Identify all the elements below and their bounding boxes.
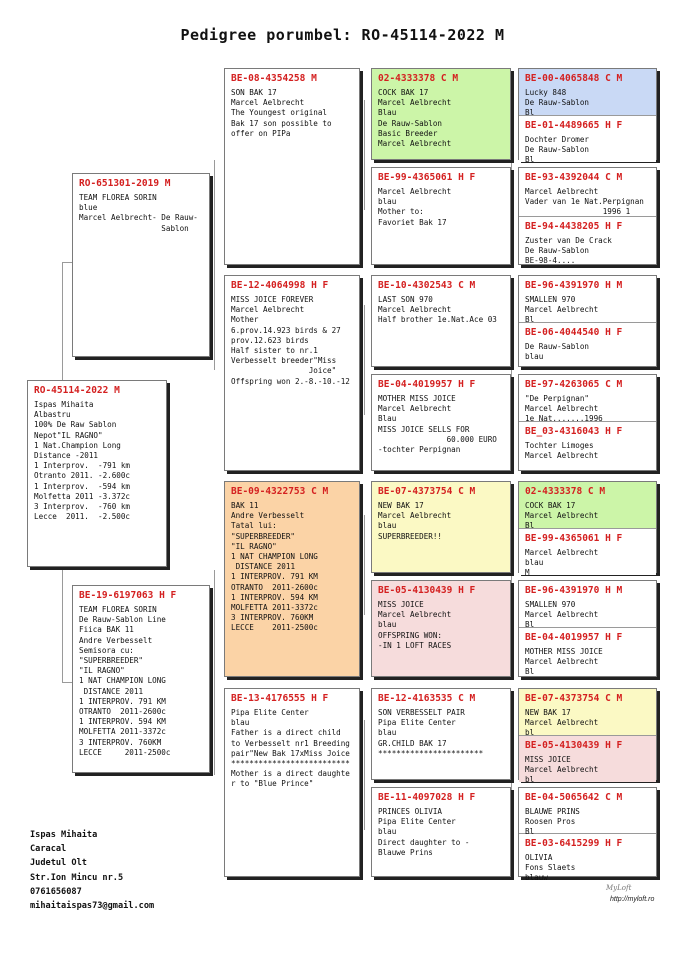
subject-info: Ispas Mihaita Albastru 100% De Raw Sablon Nepot"IL RAGNO" 1 Nat.Champion Long Distance -2011 1 Interprov. -791 km Otranto 2011. -2.600c 1 Interprov. -594 km Molfetta 2011 -3.372c 3 Interprov. -760 km Lecce 2011. -2.500c xyxy=(34,400,131,522)
bird-info: NEW BAK 17 Marcel Aelbrecht blau SUPERBREEDER!! xyxy=(378,501,452,541)
dam-info: TEAM FLOREA SORIN De Rauw-Sablon Line Fiica BAK 11 Andre Verbesselt Semisora cu: "SUPERBREEDER" "IL RAGNO" 1 NAT CHAMPION LONG DISTANCE 2011 1 INTERPROV. 791 KM OTRANTO 2011-2600c 1 INTERPROV. 594 KM MOLFETTA 2011-3372c 3 INTERPROV. 760KM LECCE 2011-2500c xyxy=(79,605,171,757)
ancestor-pair-card xyxy=(518,787,657,883)
owner-street: Str.Ion Mincu nr.5 xyxy=(30,872,124,883)
ancestor-pair-card xyxy=(518,68,657,165)
bird-info: Zuster van De Crack De Rauw-Sablon BE-98-4.... xyxy=(525,236,612,266)
grandparent-card xyxy=(224,481,360,677)
subject-ring: RO-45114-2022 M xyxy=(34,385,120,396)
ring-number: BE-03-6415299 H F xyxy=(525,838,623,849)
bird-info: "De Perpignan" Marcel Aelbrecht 1e Nat.......1996 xyxy=(525,394,603,424)
connector xyxy=(62,262,72,263)
bird-info: SON BAK 17 Marcel Aelbrecht The Youngest original Bak 17 son possible to offer on PIPa xyxy=(231,88,332,138)
dam-ring: BE-19-6197063 H F xyxy=(79,590,177,601)
bird-info: Pipa Elite Center blau Father is a direct child to Verbesselt nr1 Breeding pair"New Bak 17xMiss Joice ************************** Mother is a direct daughte r to "Blue Prince" xyxy=(231,708,350,789)
ring-number: BE-94-4438205 H F xyxy=(525,221,623,232)
owner-email: mihaitaispas73@gmail.com xyxy=(30,901,155,912)
connector xyxy=(214,570,215,775)
bird-info: BAK 11 Andre Verbesselt Tatal lui: "SUPERBREEDER" "IL RAGNO" 1 NAT CHAMPION LONG DISTANCE 2011 1 INTERPROV. 791 KM OTRANTO 2011-2600c 1 INTERPROV. 594 KM MOLFETTA 2011-3372c 3 INTERPROV. 760KM LECCE 2011-2500c xyxy=(231,501,318,633)
dam-card xyxy=(72,585,210,773)
bird-info: COCK BAK 17 Marcel Aelbrecht Blau De Rauw-Sablon Basic Breeder Marcel Aelbrecht xyxy=(378,88,452,149)
great-grandparent-card xyxy=(371,787,511,877)
owner-city: Caracal xyxy=(30,844,67,855)
bird-info: OLIVIA Fons Slaets blauw xyxy=(525,853,576,883)
owner-name: Ispas Mihaita xyxy=(30,830,98,840)
bird-info: SMALLEN 970 Marcel Aelbrecht Bl xyxy=(525,600,599,630)
connector xyxy=(511,700,512,850)
ring-number: BE-01-4489665 H F xyxy=(525,120,623,131)
ring-number: BE-97-4263065 C M xyxy=(525,379,623,390)
bird-info: SMALLEN 970 Marcel Aelbrecht Bl xyxy=(525,295,599,325)
ring-number: BE-05-4130439 H F xyxy=(525,740,623,751)
sire-info: TEAM FLOREA SORIN blue Marcel Aelbrecht- De Rauw- Sablon xyxy=(79,193,198,233)
grandparent-card xyxy=(224,68,360,265)
ring-number: BE-12-4064998 H F xyxy=(231,280,329,291)
great-grandparent-card xyxy=(371,580,511,677)
bird-info: SON VERBESSELT PAIR Pipa Elite Center blau GR.CHILD BAK 17 *********************** xyxy=(378,708,484,758)
ring-number: BE-13-4176555 H F xyxy=(231,693,329,704)
grandparent-card xyxy=(224,275,360,471)
connector xyxy=(214,160,215,370)
owner-contact xyxy=(30,828,154,913)
ring-number: 02-4333378 C M xyxy=(378,73,459,84)
ring-number: BE-09-4322753 C M xyxy=(231,486,329,497)
great-grandparent-card xyxy=(371,167,511,265)
ring-number: 02-4333378 C M xyxy=(525,486,606,497)
bird-info: MISS JOICE Marcel Aelbrecht blau OFFSPRING WON: -IN 1 LOFT RACES xyxy=(378,600,452,650)
myloft-url: http://myloft.ro xyxy=(610,896,655,903)
subject-card xyxy=(27,380,167,567)
myloft-logo: MyLoft xyxy=(606,884,632,892)
bird-info: MISS JOICE Marcel Aelbrecht bl xyxy=(525,755,599,785)
great-grandparent-card xyxy=(371,68,511,160)
bird-info: NEW BAK 17 Marcel Aelbrecht bl xyxy=(525,708,599,738)
ancestor-pair-card xyxy=(518,167,657,265)
owner-county: Judetul Olt xyxy=(30,858,87,869)
ring-number: BE-11-4097028 H F xyxy=(378,792,476,803)
bird-info: PRINCES OLIVIA Pipa Elite Center blau Direct daughter to - Blauwe Prins xyxy=(378,807,470,857)
ring-number: BE-04-5065642 C M xyxy=(525,792,623,803)
ring-number: BE-08-4354258 M xyxy=(231,73,317,84)
ring-number: BE-93-4392044 C M xyxy=(525,172,623,183)
connector xyxy=(364,100,365,210)
ring-number: BE-99-4365061 H F xyxy=(378,172,476,183)
bird-info: Marcel Aelbrecht blau M xyxy=(525,548,599,578)
sire-ring: RO-651301-2019 M xyxy=(79,178,171,189)
ring-number: BE-06-4044540 H F xyxy=(525,327,623,338)
ring-number: BE-99-4365061 H F xyxy=(525,533,623,544)
ancestor-pair-card xyxy=(518,374,657,471)
bird-info: MOTHER MISS JOICE Marcel Aelbrecht Blau MISS JOICE SELLS FOR 60.000 EURO -tochter Perpignan xyxy=(378,394,497,455)
connector xyxy=(62,682,72,683)
owner-phone: 0761656087 xyxy=(30,886,82,897)
bird-info: BLAUWE PRINS Roosen Pros Bl xyxy=(525,807,580,837)
bird-info: MISS JOICE FOREVER Marcel Aelbrecht Mother 6.prov.14.923 birds & 27 prov.12.623 birds Half sister to nr.1 Verbesselt breeder"Miss Joice" Offspring won 2.-8.-10.-12 xyxy=(231,295,350,386)
ring-number: BE-07-4373754 C M xyxy=(525,693,623,704)
ring-number: BE-00-4065848 C M xyxy=(525,73,623,84)
ancestor-pair-card xyxy=(518,481,657,578)
ring-number: BE-04-4019957 H F xyxy=(525,632,623,643)
ring-number: BE_03-4316043 H F xyxy=(525,426,623,437)
bird-info: Marcel Aelbrecht Vader van 1e Nat.Perpignan 1996 1 xyxy=(525,187,644,217)
connector xyxy=(364,305,365,415)
bird-info: Lucky 848 De Rauw-Sablon Bl xyxy=(525,88,590,118)
ancestor-pair-card xyxy=(518,688,657,785)
great-grandparent-card xyxy=(371,688,511,780)
connector xyxy=(511,290,512,440)
connector xyxy=(364,515,365,615)
bird-info: MOTHER MISS JOICE Marcel Aelbrecht Bl xyxy=(525,647,603,677)
connector xyxy=(364,720,365,830)
bird-info: De Rauw-Sablon blau xyxy=(525,342,590,362)
great-grandparent-card xyxy=(371,374,511,471)
grandparent-card xyxy=(224,688,360,877)
page-title: Pedigree porumbel: RO-45114-2022 M xyxy=(180,26,505,44)
great-grandparent-card xyxy=(371,275,511,367)
ring-number: BE-12-4163535 C M xyxy=(378,693,476,704)
ring-number: BE-04-4019957 H F xyxy=(378,379,476,390)
bird-info: COCK BAK 17 Marcel Aelbrecht Bl xyxy=(525,501,599,531)
ring-number: BE-10-4302543 C M xyxy=(378,280,476,291)
sire-card xyxy=(72,173,210,357)
bird-info: Tochter Limoges Marcel Aelbrecht xyxy=(525,441,599,461)
bird-info: Marcel Aelbrecht blau Mother to: Favoriet Bak 17 xyxy=(378,187,452,227)
ancestor-pair-card xyxy=(518,580,657,677)
connector xyxy=(511,80,512,230)
bird-info: LAST SON 970 Marcel Aelbrecht Half brother 1e.Nat.Ace 03 xyxy=(378,295,497,325)
ancestor-pair-card xyxy=(518,275,657,367)
ring-number: BE-96-4391970 H M xyxy=(525,280,623,291)
ring-number: BE-07-4373754 C M xyxy=(378,486,476,497)
connector xyxy=(511,490,512,650)
ring-number: BE-96-4391970 H M xyxy=(525,585,623,596)
great-grandparent-card xyxy=(371,481,511,573)
bird-info: Dochter Dromer De Rauw-Sablon Bl xyxy=(525,135,590,165)
ring-number: BE-05-4130439 H F xyxy=(378,585,476,596)
